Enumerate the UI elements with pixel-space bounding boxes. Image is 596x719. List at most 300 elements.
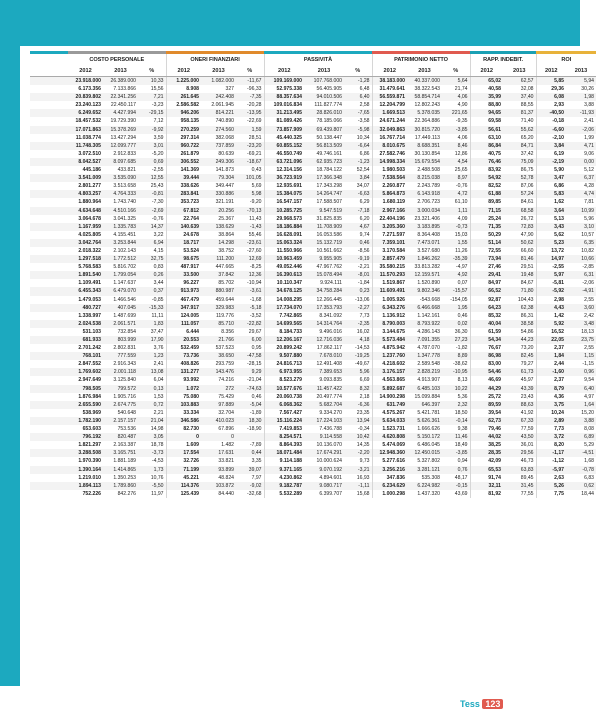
table-cell: 5,69: [236, 182, 264, 190]
table-cell: 38.650: [201, 352, 236, 360]
table-cell: 740.890: [201, 117, 236, 125]
table-cell: 820.487: [103, 433, 138, 441]
table-cell: 17.588.507: [304, 198, 344, 206]
table-cell: 22.341.256: [103, 93, 138, 101]
table-cell: -7,30: [138, 198, 166, 206]
table-cell: -3,52: [236, 312, 264, 320]
table-cell: -22,82: [236, 320, 264, 328]
table-cell: 1.769.602: [68, 368, 103, 376]
table-cell: -69,21: [236, 150, 264, 158]
table-cell: 3.527.680: [407, 247, 442, 255]
table-cell: 249.306: [201, 158, 236, 166]
table-row: [30, 109, 596, 117]
table-cell: 15,56: [138, 85, 166, 93]
group-header-costo-personale: COSTO PERSONALE: [89, 57, 145, 63]
table-cell: 12.314.156: [264, 166, 304, 174]
table-cell: 6,29: [344, 198, 372, 206]
table-cell: 52.975.338: [264, 85, 304, 93]
table-cell: 646.397: [407, 401, 442, 409]
table-cell: 14.314.764: [304, 320, 344, 328]
table-cell: 6,48: [344, 85, 372, 93]
table-cell: 109.016.834: [264, 101, 304, 109]
table-cell: 0,95: [236, 344, 264, 352]
table-cell: 81.089.426: [264, 117, 304, 125]
table-cell: 77,55: [503, 490, 536, 498]
table-cell: 18,78: [138, 441, 166, 449]
table-row: [30, 336, 596, 344]
table-cell: -154,05: [442, 296, 470, 304]
table-cell: 15,20: [566, 409, 596, 417]
row-marker: [30, 182, 68, 190]
row-marker: [30, 117, 68, 125]
table-cell: 25,72: [470, 393, 503, 401]
year-header-cell: 2013: [103, 66, 138, 77]
table-cell: 6.399.707: [304, 490, 344, 498]
table-cell: 93.899: [201, 466, 236, 474]
table-cell: 1.891.540: [68, 271, 103, 279]
table-cell: 9.496.016: [304, 328, 344, 336]
row-marker: [30, 312, 68, 320]
table-cell: 119.776: [201, 312, 236, 320]
table-cell: 7.567.427: [264, 409, 304, 417]
top-banner: [0, 0, 580, 46]
table-cell: 4,92: [442, 271, 470, 279]
table-cell: -3,85: [442, 126, 470, 134]
table-cell: 11.038.774: [68, 134, 103, 142]
table-cell: 2.243.789: [407, 182, 442, 190]
table-row: [30, 474, 596, 482]
table-cell: 1.772.512: [103, 255, 138, 263]
table-cell: 4.286.143: [407, 328, 442, 336]
table-cell: 52,78: [503, 174, 536, 182]
table-cell: 799.572: [103, 385, 138, 393]
table-cell: 338.626: [166, 182, 201, 190]
table-cell: 0: [201, 433, 236, 441]
row-marker: [30, 441, 68, 449]
table-cell: -1,68: [236, 296, 264, 304]
table-cell: 54,46: [470, 368, 503, 376]
table-row: [30, 409, 596, 417]
table-cell: 8.097.685: [103, 158, 138, 166]
year-header-cell: 2013: [503, 66, 536, 77]
table-cell: 9.924.111: [304, 279, 344, 287]
table-cell: 6,86: [344, 150, 372, 158]
table-cell: -8,01: [344, 271, 372, 279]
table-cell: 2,37: [536, 344, 566, 352]
table-cell: 538.969: [68, 409, 103, 417]
table-cell: 8,89: [442, 352, 470, 360]
table-cell: 0,43: [236, 166, 264, 174]
table-cell: 29,41: [470, 271, 503, 279]
table-cell: 5,64: [442, 77, 470, 86]
row-marker: [30, 287, 68, 295]
table-cell: 3.281.121: [407, 466, 442, 474]
row-marker: [30, 85, 68, 93]
table-cell: 66,52: [470, 287, 503, 295]
table-cell: 7.742.865: [264, 312, 304, 320]
table-cell: 6.466.668: [407, 304, 442, 312]
table-cell: 30,26: [566, 85, 596, 93]
table-cell: 1.350.253: [103, 474, 138, 482]
table-cell: 69,58: [470, 117, 503, 125]
table-cell: 33.813.282: [407, 263, 442, 271]
table-cell: 1,62: [536, 198, 566, 206]
table-row: [30, 182, 596, 190]
table-cell: 8,46: [442, 142, 470, 150]
table-cell: 2,37: [536, 376, 566, 384]
table-row: [30, 441, 596, 449]
table-cell: 631.749: [372, 401, 407, 409]
table-cell: 7.271.597: [372, 231, 407, 239]
table-cell: 17.734.070: [264, 304, 304, 312]
table-cell: -2,06: [566, 126, 596, 134]
table-cell: 3,44: [138, 279, 166, 287]
table-cell: 14,37: [138, 223, 166, 231]
table-row: [30, 158, 596, 166]
table-cell: 10.285.725: [264, 207, 304, 215]
table-cell: 10.963.459: [264, 255, 304, 263]
table-cell: 6.444: [166, 328, 201, 336]
table-cell: 16.390.613: [264, 271, 304, 279]
table-cell: 124.005: [166, 312, 201, 320]
table-cell: 737.859: [201, 142, 236, 150]
table-cell: 1,68: [566, 457, 596, 465]
table-cell: 6.485.103: [407, 385, 442, 393]
table-cell: 9.955.905: [304, 255, 344, 263]
table-cell: 16.547.157: [264, 198, 304, 206]
table-cell: 34.678.125: [264, 287, 304, 295]
table-cell: 7.419.853: [264, 425, 304, 433]
table-cell: 38.183.000: [372, 77, 407, 86]
table-cell: 1.237.760: [372, 352, 407, 360]
table-row: [30, 393, 596, 401]
table-cell: 1.821.297: [68, 441, 103, 449]
table-cell: 10,99: [566, 207, 596, 215]
table-cell: -6,64: [344, 142, 372, 150]
table-cell: 1.147.637: [103, 279, 138, 287]
table-cell: 20.497.774: [304, 393, 344, 401]
table-cell: 138.629: [201, 223, 236, 231]
table-cell: 20.899.242: [264, 344, 304, 352]
table-cell: 62,73: [470, 417, 503, 425]
table-row: [30, 101, 596, 109]
table-cell: 14,35: [344, 441, 372, 449]
table-cell: 6,83: [566, 474, 596, 482]
table-cell: 22.404.196: [372, 215, 407, 223]
table-cell: 54,34: [470, 336, 503, 344]
table-cell: 26,72: [503, 215, 536, 223]
table-cell: 1.881.189: [103, 457, 138, 465]
table-cell: 40,04: [470, 320, 503, 328]
table-cell: -8,25: [236, 263, 264, 271]
table-cell: 16.053.586: [304, 231, 344, 239]
table-cell: 2.586.582: [166, 101, 201, 109]
brand-name: Tess: [460, 699, 480, 709]
table-cell: 39,07: [236, 466, 264, 474]
table-cell: 22.764: [166, 215, 201, 223]
table-cell: 86,84: [470, 142, 503, 150]
table-cell: 74.216: [201, 376, 236, 384]
table-cell: 12.099.777: [103, 142, 138, 150]
table-row: [30, 93, 596, 101]
table-cell: 97.889: [201, 401, 236, 409]
table-cell: 56,61: [470, 126, 503, 134]
table-cell: 487.917: [166, 263, 201, 271]
table-cell: 84,67: [503, 279, 536, 287]
table-row: [30, 166, 596, 174]
table-cell: -5,50: [138, 482, 166, 490]
table-cell: 7,73: [344, 312, 372, 320]
table-cell: 330.886: [201, 190, 236, 198]
table-cell: -0,14: [442, 417, 470, 425]
table-cell: 3.125.840: [103, 376, 138, 384]
table-cell: 1,95: [442, 304, 470, 312]
table-cell: 7.436.788: [304, 425, 344, 433]
table-cell: -47,58: [236, 352, 264, 360]
table-cell: 32.726: [166, 457, 201, 465]
table-row: [30, 466, 596, 474]
year-header-cell: 2012: [372, 66, 407, 77]
table-cell: 777.559: [103, 352, 138, 360]
table-cell: -0,78: [566, 466, 596, 474]
table-cell: -9,19: [344, 255, 372, 263]
table-cell: 270.259: [166, 126, 201, 134]
table-cell: 51,14: [470, 239, 503, 247]
table-cell: 1.479.053: [68, 296, 103, 304]
table-cell: 19,48: [503, 271, 536, 279]
table-cell: 6,20: [344, 215, 372, 223]
table-row: [30, 231, 596, 239]
table-cell: 1.905.716: [103, 393, 138, 401]
table-cell: 44,02: [470, 433, 503, 441]
table-cell: 3.041.325: [103, 215, 138, 223]
table-cell: 8.908: [166, 85, 201, 93]
row-marker: [30, 344, 68, 352]
row-marker: [30, 376, 68, 384]
table-cell: 67,33: [503, 417, 536, 425]
table-cell: 81,37: [503, 109, 536, 117]
table-cell: 5,83: [536, 190, 566, 198]
table-cell: 5,12: [566, 166, 596, 174]
table-cell: 5.532.289: [264, 490, 304, 498]
table-cell: -1,89: [236, 409, 264, 417]
table-cell: 11.708.909: [304, 223, 344, 231]
table-cell: 77,59: [503, 425, 536, 433]
table-cell: 75,09: [503, 158, 536, 166]
row-marker: [30, 126, 68, 134]
table-cell: 21.766: [201, 336, 236, 344]
table-cell: 72,83: [503, 223, 536, 231]
group-header-passivita: PASSIVITÀ: [264, 54, 372, 66]
table-cell: 3,88: [566, 417, 596, 425]
table-cell: 15.384.075: [264, 190, 304, 198]
table-cell: 4.575.267: [372, 409, 407, 417]
table-row: [30, 368, 596, 376]
row-marker: [30, 279, 68, 287]
table-cell: 65,53: [470, 466, 503, 474]
table-cell: 459.644: [201, 296, 236, 304]
table-cell: -2,55: [536, 263, 566, 271]
table-cell: 39.444: [166, 174, 201, 182]
table-cell: -19,25: [344, 352, 372, 360]
table-cell: -29,15: [138, 109, 166, 117]
table-cell: 1.437.320: [407, 490, 442, 498]
table-cell: 18,44: [566, 490, 596, 498]
table-cell: 5.378.035: [407, 109, 442, 117]
table-cell: 2,41: [566, 117, 596, 125]
table-cell: 18,50: [442, 409, 470, 417]
table-row: [30, 401, 596, 409]
table-cell: -1,28: [344, 77, 372, 86]
table-cell: 5,98: [236, 190, 264, 198]
table-cell: 8.793.922: [407, 320, 442, 328]
table-cell: 4,06: [442, 93, 470, 101]
table-cell: 27.582.746: [372, 150, 407, 158]
table-cell: 76,46: [470, 158, 503, 166]
table-cell: -7,35: [236, 93, 264, 101]
table-cell: 382.068: [201, 134, 236, 142]
page-number: 123: [482, 699, 503, 709]
table-cell: 8,79: [536, 385, 566, 393]
table-cell: 11.550.966: [264, 247, 304, 255]
table-cell: 1.414.865: [103, 466, 138, 474]
table-cell: 2.916.343: [103, 360, 138, 368]
table-cell: 63.721.096: [264, 158, 304, 166]
table-cell: 3.288.508: [68, 449, 103, 457]
table-cell: 242.408: [201, 93, 236, 101]
row-marker: [30, 490, 68, 498]
row-marker: [30, 158, 68, 166]
table-cell: 15.132.719: [304, 239, 344, 247]
table-cell: 6.343.276: [372, 304, 407, 312]
table-cell: 32,11: [470, 482, 503, 490]
table-cell: -1,15: [566, 360, 596, 368]
table-cell: -0,85: [138, 296, 166, 304]
table-cell: 15,03: [442, 231, 470, 239]
table-cell: 0,83: [138, 263, 166, 271]
table-cell: 880.987: [201, 287, 236, 295]
table-cell: 0,46: [442, 312, 470, 320]
table-cell: 1.487.699: [103, 312, 138, 320]
table-cell: 5,85: [536, 77, 566, 86]
table-cell: 28,35: [470, 449, 503, 457]
table-cell: -1,82: [442, 344, 470, 352]
table-cell: 408.826: [166, 360, 201, 368]
table-cell: 5.816.702: [103, 263, 138, 271]
table-cell: 4.563.865: [372, 376, 407, 384]
table-cell: 4.510.166: [103, 207, 138, 215]
table-cell: 1,64: [566, 401, 596, 409]
table-cell: 1,11: [442, 207, 470, 215]
table-row: [30, 490, 596, 498]
table-cell: 107.768.000: [304, 77, 344, 86]
table-cell: 5,29: [566, 441, 596, 449]
table-cell: 2,44: [536, 360, 566, 368]
table-cell: 7.133.866: [103, 85, 138, 93]
table-cell: 1.082.000: [201, 77, 236, 86]
table-cell: 10.000.624: [304, 457, 344, 465]
table-cell: 12.716.036: [304, 336, 344, 344]
row-marker: [30, 466, 68, 474]
year-header-cell: 2012: [68, 66, 103, 77]
table-cell: 1,73: [138, 466, 166, 474]
table-cell: 6.973.955: [264, 368, 304, 376]
row-marker: [30, 320, 68, 328]
table-cell: 1.466.546: [103, 296, 138, 304]
table-cell: 13,08: [138, 368, 166, 376]
table-cell: -32,68: [236, 490, 264, 498]
table-cell: 321.191: [201, 198, 236, 206]
table-cell: 9.080.717: [304, 482, 344, 490]
table-cell: 12,69: [236, 255, 264, 263]
table-cell: 36.723.919: [264, 174, 304, 182]
table-cell: 104,43: [503, 296, 536, 304]
table-cell: 1.109.491: [68, 279, 103, 287]
table-cell: 17.449.113: [407, 134, 442, 142]
table-cell: 5.474.069: [372, 441, 407, 449]
table-cell: -4,51: [566, 449, 596, 457]
table-cell: 8.254.571: [264, 433, 304, 441]
table-cell: 54,86: [503, 328, 536, 336]
table-cell: 85.710: [201, 320, 236, 328]
table-cell: 32,75: [138, 255, 166, 263]
table-row: [30, 207, 596, 215]
table-cell: 12.948.360: [372, 449, 407, 457]
row-marker: [30, 109, 68, 117]
table-cell: 21,04: [138, 417, 166, 425]
table-row: [30, 142, 596, 150]
table-cell: 48,17: [442, 474, 470, 482]
row-marker: [30, 457, 68, 465]
table-cell: -9,20: [236, 198, 264, 206]
table-cell: -0,73: [442, 223, 470, 231]
table-cell: -8,56: [344, 247, 372, 255]
table-cell: 4.894.601: [304, 474, 344, 482]
table-cell: 23,75: [566, 336, 596, 344]
row-marker: [30, 271, 68, 279]
table-cell: 3,43: [536, 223, 566, 231]
table-cell: 66,60: [503, 247, 536, 255]
table-cell: 7.389.653: [304, 368, 344, 376]
table-cell: 83,92: [470, 166, 503, 174]
table-cell: 29,56: [503, 449, 536, 457]
table-cell: 94.010.506: [304, 93, 344, 101]
table-cell: -2,69: [138, 207, 166, 215]
table-cell: 20.256: [201, 207, 236, 215]
table-cell: 17.353.793: [304, 304, 344, 312]
table-cell: 11.609.491: [372, 287, 407, 295]
table-cell: 31.825.835: [304, 215, 344, 223]
table-cell: -2,27: [344, 304, 372, 312]
row-marker: [30, 263, 68, 271]
table-cell: 3,35: [236, 457, 264, 465]
table-cell: 88,63: [503, 401, 536, 409]
table-cell: 56.405.905: [304, 85, 344, 93]
table-cell: 5,97: [536, 271, 566, 279]
table-cell: 2.947.649: [68, 376, 103, 384]
year-header-row: [30, 66, 596, 77]
table-cell: 3.170.584: [372, 247, 407, 255]
table-cell: 1.669.513: [372, 109, 407, 117]
table-cell: 78.185.066: [304, 117, 344, 125]
table-cell: 4,15: [138, 247, 166, 255]
table-cell: 17,90: [138, 336, 166, 344]
table-row: [30, 279, 596, 287]
table-cell: 7.359.101: [372, 239, 407, 247]
table-cell: 10,82: [566, 247, 596, 255]
table-cell: 913.973: [166, 287, 201, 295]
table-cell: 4.875.942: [372, 344, 407, 352]
